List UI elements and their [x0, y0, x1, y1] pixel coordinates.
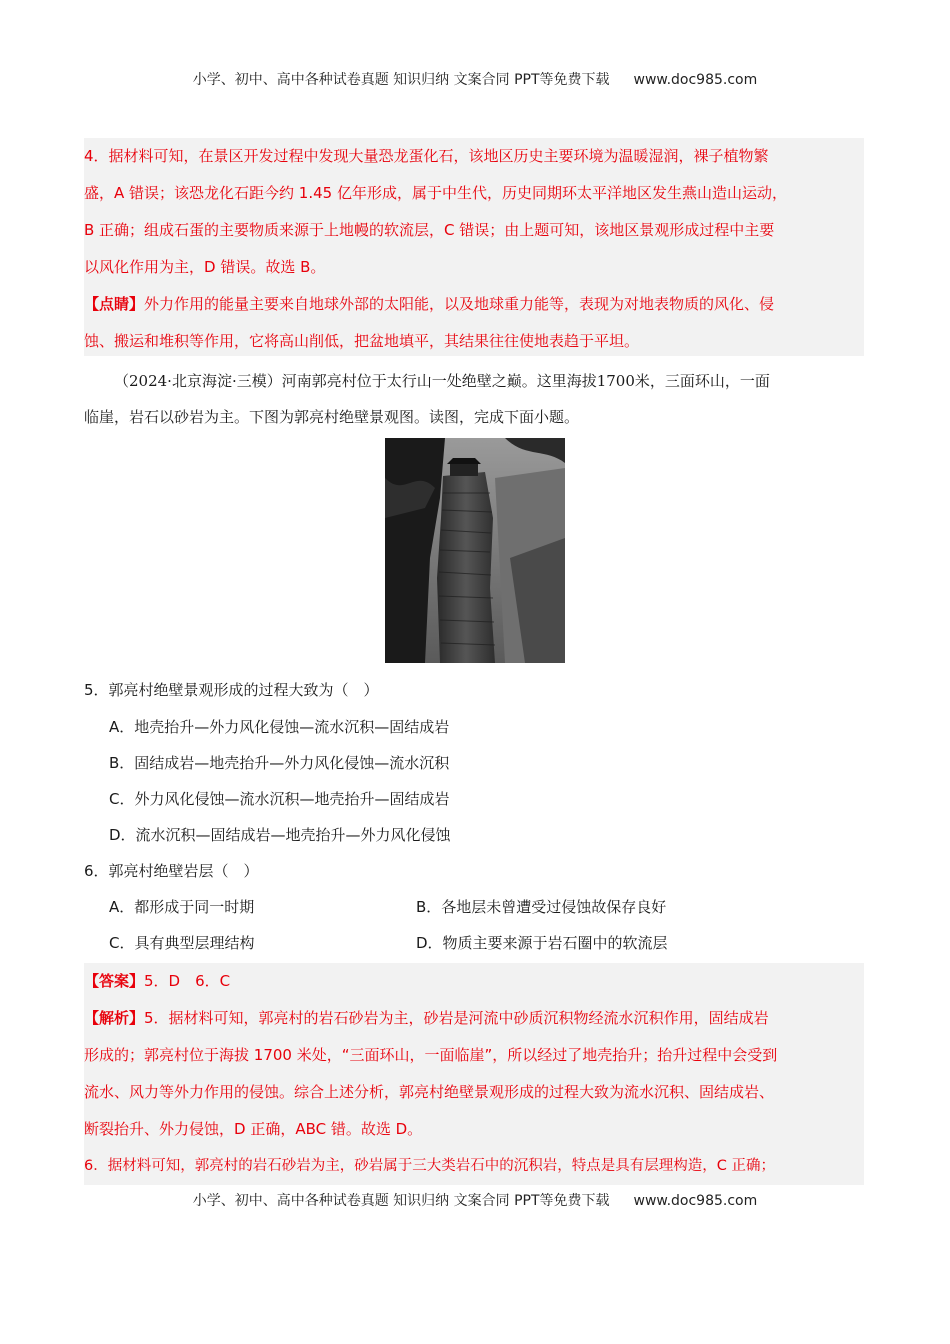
analysis-text: 5．据材料可知，郭亮村的岩石砂岩为主，砂岩是河流中砂质沉积物经流水沉积作用，固结成岩 — [144, 1009, 769, 1027]
tip-line: 蚀、搬运和堆积等作用，它将高山削低，把盆地填平，其结果往往使地表趋于平坦。 — [84, 332, 640, 350]
answer-block — [84, 963, 864, 1185]
prev-answer-block — [84, 138, 864, 356]
prev-answer-line: 4．据材料可知，在景区开发过程中发现大量恐龙蛋化石，该地区历史主要环境为温暖湿润，裸子植物繁 — [84, 147, 769, 165]
question-5: 5．郭亮村绝壁景观形成的过程大致为（ ） — [84, 681, 379, 699]
q5-option-a[interactable]: A．地壳抬升—外力风化侵蚀—流水沉积—固结成岩 — [109, 718, 450, 736]
tip-line — [84, 286, 864, 323]
stem-line: 临崖，岩石以砂岩为主。下图为郭亮村绝壁景观图。读图，完成下面小题。 — [84, 408, 580, 426]
cliff-photo — [385, 438, 565, 663]
q6-option-c[interactable]: C．具有典型层理结构 — [109, 934, 255, 952]
analysis-line: 6．据材料可知，郭亮村的岩石砂岩为主，砂岩属于三大类岩石中的沉积岩，特点是具有层理构造，C 正确； — [84, 1158, 775, 1174]
analysis-line: 流水、风力等外力作用的侵蚀。综合上述分析，郭亮村绝壁景观形成的过程大致为流水沉积、固结成岩、 — [84, 1083, 775, 1101]
analysis-line — [84, 1000, 864, 1037]
tip-text: 外力作用的能量主要来自地球外部的太阳能，以及地球重力能等，表现为对地表物质的风化、侵 — [144, 295, 775, 313]
q5-option-c[interactable]: C．外力风化侵蚀—流水沉积—地壳抬升—固结成岩 — [109, 790, 450, 808]
tip-label: 【点睛】 — [84, 295, 145, 313]
header-text: 小学、初中、高中各种试卷真题 知识归纳 文案合同 PPT等免费下载 — [192, 72, 610, 88]
header-url[interactable]: www.doc985.com — [633, 72, 758, 88]
q6-option-a[interactable]: A．都形成于同一时期 — [109, 898, 255, 916]
q6-option-b[interactable]: B．各地层未曾遭受过侵蚀故保存良好 — [416, 898, 667, 916]
answer-line — [84, 963, 864, 1000]
footer-text: 小学、初中、高中各种试卷真题 知识归纳 文案合同 PPT等免费下载 — [192, 1193, 610, 1209]
analysis-line: 断裂抬升、外力侵蚀，D 正确，ABC 错。故选 D。 — [84, 1120, 423, 1138]
q6-option-d[interactable]: D．物质主要来源于岩石圈中的软流层 — [416, 934, 668, 952]
page-header — [0, 69, 950, 89]
question-6: 6．郭亮村绝壁岩层（ ） — [84, 862, 259, 880]
prev-answer-line: B 正确；组成石蛋的主要物质来源于上地幔的软流层，C 错误；由上题可知，该地区景观形成过程中主要 — [84, 221, 775, 239]
q5-option-b[interactable]: B．固结成岩—地壳抬升—外力风化侵蚀—流水沉积 — [109, 754, 450, 772]
prev-answer-line: 以风化作用为主，D 错误。故选 B。 — [84, 258, 326, 276]
analysis-label: 【解析】 — [84, 1009, 145, 1027]
footer-url[interactable]: www.doc985.com — [633, 1193, 758, 1209]
question-stem — [84, 363, 864, 435]
stem-line: （2024·北京海淀·三模）河南郭亮村位于太行山一处绝壁之巅。这里海拔1700米，三面环山，一面 — [114, 372, 770, 390]
prev-answer-line: 盛，A 错误；该恐龙化石距今约 1.45 亿年形成，属于中生代，历史同期环太平洋地区发生燕山造山运动， — [84, 184, 787, 202]
answer-label: 【答案】 — [84, 972, 145, 990]
q5-option-d[interactable]: D．流水沉积—固结成岩—地壳抬升—外力风化侵蚀 — [109, 826, 451, 844]
page-footer — [0, 1190, 950, 1210]
answer-text: 5．D 6．C — [144, 972, 231, 990]
analysis-line: 形成的；郭亮村位于海拔 1700 米处，“三面环山，一面临崖”，所以经过了地壳抬升；抬升过程中会受到 — [84, 1046, 778, 1064]
